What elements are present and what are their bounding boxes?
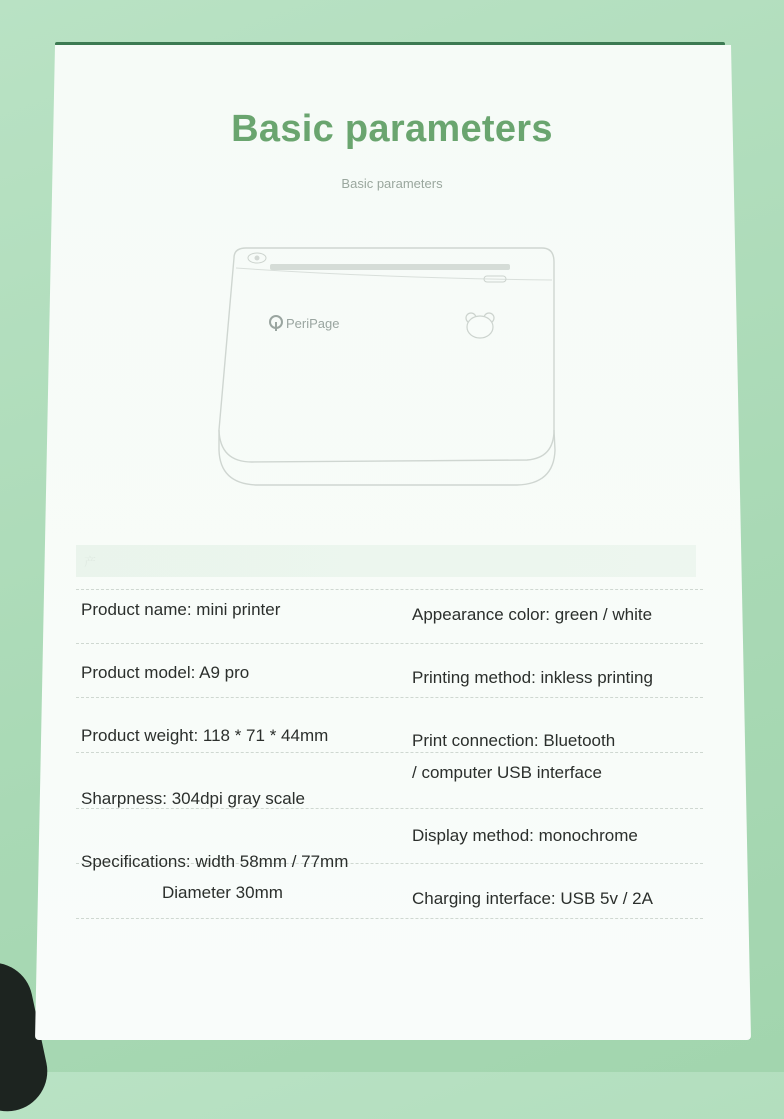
spec-print-connection-line2: / computer USB interface xyxy=(412,763,602,782)
spec-specifications-line1: Specifications: width 58mm / 77mm xyxy=(81,852,349,871)
spec-product-model: Product model: A9 pro xyxy=(81,663,250,682)
bear-face-icon xyxy=(466,313,494,338)
spec-product-weight: Product weight: 118 * 71 * 44mm xyxy=(81,726,329,745)
top-button-icon xyxy=(248,253,266,263)
peripage-logo-icon xyxy=(270,316,282,331)
printer-brand-text: PeriPage xyxy=(286,316,340,331)
spec-product-name: Product name: mini printer xyxy=(81,600,281,619)
page-subtitle: Basic parameters xyxy=(341,176,443,191)
spec-sharpness: Sharpness: 304dpi gray scale xyxy=(81,789,305,808)
spec-display-method: Display method: monochrome xyxy=(412,826,638,845)
spec-specifications-line2: Diameter 30mm xyxy=(162,883,283,902)
row-divider xyxy=(76,752,703,753)
printer-body-outline xyxy=(219,248,554,462)
paper-slot xyxy=(270,264,510,270)
spec-charging-interface: Charging interface: USB 5v / 2A xyxy=(412,889,653,908)
band-text: 产 xyxy=(84,555,97,569)
row-divider xyxy=(76,589,703,590)
page-title: Basic parameters xyxy=(231,108,553,150)
row-divider xyxy=(76,697,703,698)
printer-base-outline xyxy=(219,430,555,485)
spec-print-connection-line1: Print connection: Bluetooth xyxy=(412,731,616,750)
row-divider xyxy=(76,643,703,644)
spec-appearance-color: Appearance color: green / white xyxy=(412,605,653,624)
section-band xyxy=(76,545,696,577)
spec-printing-method: Printing method: inkless printing xyxy=(412,668,653,687)
row-divider xyxy=(76,918,703,919)
printer-illustration xyxy=(212,240,562,495)
